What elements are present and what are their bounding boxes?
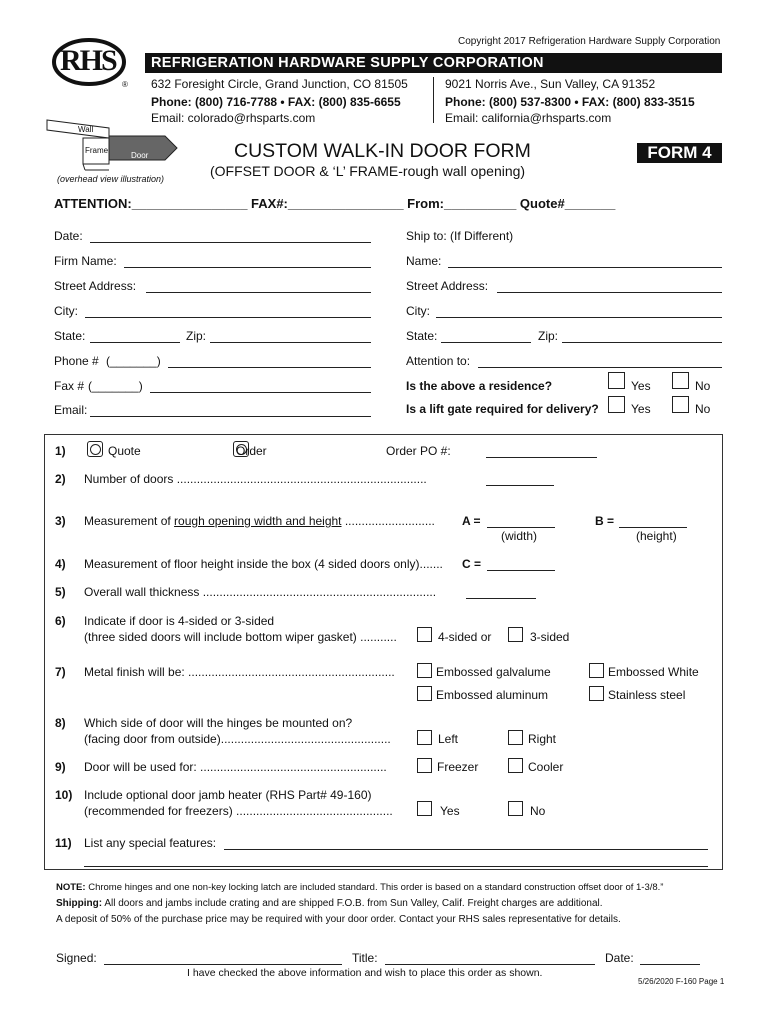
q10-line1: Include optional door jamb heater (RHS Part# 49-160)	[84, 788, 372, 802]
number-of-doors-field[interactable]	[486, 485, 554, 486]
q8-line2: (facing door from outside)...................................................	[84, 732, 391, 746]
four-sided-label: 4-sided or	[438, 630, 492, 644]
form-footer: 5/26/2020 F-160 Page 1	[638, 977, 725, 986]
residence-question: Is the above a residence?	[406, 379, 553, 393]
q3-underlined: rough opening width and height	[174, 514, 342, 528]
wall-thickness-field[interactable]	[466, 598, 536, 599]
quote-option[interactable]	[87, 441, 103, 457]
q6-line2: (three sided doors will include bottom wiper gasket) ...........	[84, 630, 397, 644]
q3-pre: Measurement of	[84, 514, 175, 528]
ship-zip-label: Zip:	[538, 329, 559, 343]
signed-label: Signed:	[56, 951, 97, 965]
q2-text: Number of doors ...........................................................................	[84, 472, 427, 486]
deposit-text: A deposit of 50% of the purchase price may be required with your door order. Contact your RHS sales representative for details.	[56, 914, 621, 925]
floor-height-c-field[interactable]	[487, 570, 555, 571]
header-divider	[433, 77, 434, 123]
order-label: Order	[236, 444, 267, 458]
title-label: Title:	[352, 951, 378, 965]
overhead-illustration	[45, 116, 185, 174]
zip-label: Zip:	[186, 329, 207, 343]
form-badge: FORM 4	[637, 143, 722, 163]
copyright: Copyright 2017 Refrigeration Hardware Supply Corporation	[458, 36, 721, 47]
stainless-steel-checkbox[interactable]	[589, 686, 604, 701]
state-field[interactable]	[90, 342, 180, 343]
date-sign-field[interactable]	[640, 964, 700, 965]
registered-mark: ®	[122, 80, 128, 89]
email-label: Email:	[54, 403, 88, 417]
width-caption: (width)	[501, 529, 538, 543]
attention-to-field[interactable]	[478, 367, 722, 368]
city-field[interactable]	[85, 317, 371, 318]
hinge-left-label: Left	[438, 732, 459, 746]
note-text: Chrome hinges and one non-key locking latch are included standard. This order is based on a standard construction offset door of 1-3/8.”	[85, 882, 664, 893]
date-label: Date:	[54, 229, 83, 243]
cooler-label: Cooler	[528, 760, 564, 774]
q9-text: Door will be used for: ........................................................	[84, 760, 387, 774]
door-frame-diagram-icon	[45, 116, 185, 174]
signature-field[interactable]	[104, 964, 342, 965]
rhs-logo	[52, 38, 130, 88]
liftgate-no-checkbox[interactable]	[672, 396, 689, 413]
order-po-label: Order PO #:	[386, 444, 451, 458]
liftgate-question: Is a lift gate required for delivery?	[406, 402, 599, 416]
residence-no-checkbox[interactable]	[672, 372, 689, 389]
liftgate-yes-checkbox[interactable]	[608, 396, 625, 413]
note-line	[56, 882, 663, 893]
ship-city-field[interactable]	[436, 317, 722, 318]
wall-label: Wall	[78, 125, 94, 134]
q10-line2: (recommended for freezers) ...............................................	[84, 804, 393, 818]
q11-number: 11)	[55, 836, 72, 850]
ship-state-label: State:	[406, 329, 438, 343]
order-po-field[interactable]	[486, 457, 597, 458]
attention-to-label: Attention to:	[406, 354, 471, 368]
q6-number: 6)	[55, 614, 66, 628]
left-phone: Phone: (800) 716-7788 • FAX: (800) 835-6655	[151, 95, 401, 109]
left-address: 632 Foresight Circle, Grand Junction, CO 81505	[151, 77, 408, 91]
q1-number: 1)	[55, 444, 66, 458]
q2-number: 2)	[55, 472, 66, 486]
q5-text: Overall wall thickness ......................................................................	[84, 585, 437, 599]
email-field[interactable]	[90, 416, 371, 417]
jamb-heater-no-checkbox[interactable]	[508, 801, 523, 816]
phone-field[interactable]	[168, 367, 371, 368]
attention-line[interactable]: ATTENTION:________________ FAX#:________________ From:__________ Quote#_______	[54, 196, 616, 211]
logo-text: RHS	[60, 44, 116, 77]
three-sided-label: 3-sided	[530, 630, 570, 644]
height-caption: (height)	[636, 529, 677, 543]
title-field[interactable]	[385, 964, 595, 965]
shipping-label: Shipping:	[56, 898, 103, 909]
q8-line1: Which side of door will the hinges be mounted on?	[84, 716, 353, 730]
embossed-aluminum-label: Embossed aluminum	[436, 688, 549, 702]
ship-city-label: City:	[406, 304, 430, 318]
liftgate-no-label: No	[695, 402, 711, 416]
confirmation-statement: I have checked the above information and wish to place this order as shown.	[187, 967, 543, 979]
three-sided-checkbox[interactable]	[508, 627, 523, 642]
q6-line1: Indicate if door is 4-sided or 3-sided	[84, 614, 275, 628]
q11-text: List any special features:	[84, 836, 217, 850]
q9-number: 9)	[55, 760, 66, 774]
freezer-label: Freezer	[437, 760, 479, 774]
residence-yes-checkbox[interactable]	[608, 372, 625, 389]
ship-street-field[interactable]	[497, 292, 722, 293]
phone-area-code[interactable]: (_______)	[106, 354, 161, 368]
height-b-field[interactable]	[619, 527, 687, 528]
hinge-right-label: Right	[528, 732, 557, 746]
freezer-checkbox[interactable]	[417, 758, 432, 773]
state-label: State:	[54, 329, 86, 343]
firm-name-label: Firm Name:	[54, 254, 117, 268]
city-label: City:	[54, 304, 78, 318]
ship-state-field[interactable]	[441, 342, 531, 343]
ship-street-label: Street Address:	[406, 279, 489, 293]
q7-number: 7)	[55, 665, 66, 679]
note-label: NOTE:	[56, 882, 86, 893]
phone-label: Phone #	[54, 354, 99, 368]
ship-zip-field[interactable]	[562, 342, 722, 343]
q4-text: Measurement of floor height inside the box (4 sided doors only).......	[84, 557, 443, 571]
date-sign-label: Date:	[605, 951, 634, 965]
special-features-field-2[interactable]	[84, 866, 708, 867]
fax-area-code[interactable]: (_______)	[88, 379, 143, 393]
fax-field[interactable]	[150, 392, 371, 393]
right-phone: Phone: (800) 537-8300 • FAX: (800) 833-3515	[445, 95, 695, 109]
q10-number: 10)	[55, 788, 73, 802]
zip-field[interactable]	[210, 342, 371, 343]
cooler-checkbox[interactable]	[508, 758, 523, 773]
shipping-line	[56, 898, 603, 909]
street-address-label: Street Address:	[54, 279, 137, 293]
special-features-field-1[interactable]	[224, 849, 708, 850]
ship-to-label: Ship to: (If Different)	[406, 229, 514, 243]
form-subtitle: (OFFSET DOOR & ‘L’ FRAME-rough wall opening)	[210, 163, 526, 179]
ship-name-label: Name:	[406, 254, 442, 268]
q3-text	[84, 514, 435, 528]
width-a-field[interactable]	[487, 527, 555, 528]
right-email: Email: california@rhsparts.com	[445, 111, 612, 125]
shipping-text: All doors and jambs include crating and are shipped F.O.B. from Sun Valley, Calif. Freight charges are additional.	[102, 898, 603, 909]
q4-number: 4)	[55, 557, 66, 571]
q5-number: 5)	[55, 585, 66, 599]
b-label: B =	[595, 514, 615, 528]
liftgate-yes-label: Yes	[631, 402, 651, 416]
hinge-right-checkbox[interactable]	[508, 730, 523, 745]
hinge-left-checkbox[interactable]	[417, 730, 432, 745]
embossed-galvalume-label: Embossed galvalume	[436, 665, 551, 679]
residence-yes-label: Yes	[631, 379, 651, 393]
q7-text: Metal finish will be: ..............................................................	[84, 665, 395, 679]
quote-label: Quote	[108, 444, 141, 458]
ship-name-field[interactable]	[448, 267, 722, 268]
firm-name-field[interactable]	[124, 267, 371, 268]
q3-dots: ...........................	[341, 514, 435, 528]
a-label: A =	[462, 514, 481, 528]
q8-number: 8)	[55, 716, 66, 730]
jamb-heater-yes-label: Yes	[440, 804, 460, 818]
fax-label: Fax #	[54, 379, 85, 393]
four-sided-checkbox[interactable]	[417, 627, 432, 642]
c-label: C =	[462, 557, 482, 571]
jamb-heater-yes-checkbox[interactable]	[417, 801, 432, 816]
stainless-steel-label: Stainless steel	[608, 688, 686, 702]
embossed-galvalume-checkbox[interactable]	[417, 663, 432, 678]
frame-label: Frame	[85, 146, 109, 155]
form-title: CUSTOM WALK-IN DOOR FORM	[234, 140, 531, 162]
door-label: Door	[131, 151, 149, 160]
jamb-heater-no-label: No	[530, 804, 546, 818]
q3-number: 3)	[55, 514, 66, 528]
left-email: Email: colorado@rhsparts.com	[151, 111, 316, 125]
illustration-caption: (overhead view illustration)	[57, 174, 165, 184]
street-address-field[interactable]	[146, 292, 371, 293]
date-field[interactable]	[90, 242, 371, 243]
embossed-white-checkbox[interactable]	[589, 663, 604, 678]
embossed-white-label: Embossed White	[608, 665, 699, 679]
right-address: 9021 Norris Ave., Sun Valley, CA 91352	[445, 77, 656, 91]
company-name: REFRIGERATION HARDWARE SUPPLY CORPORATION	[151, 55, 544, 71]
residence-no-label: No	[695, 379, 711, 393]
embossed-aluminum-checkbox[interactable]	[417, 686, 432, 701]
